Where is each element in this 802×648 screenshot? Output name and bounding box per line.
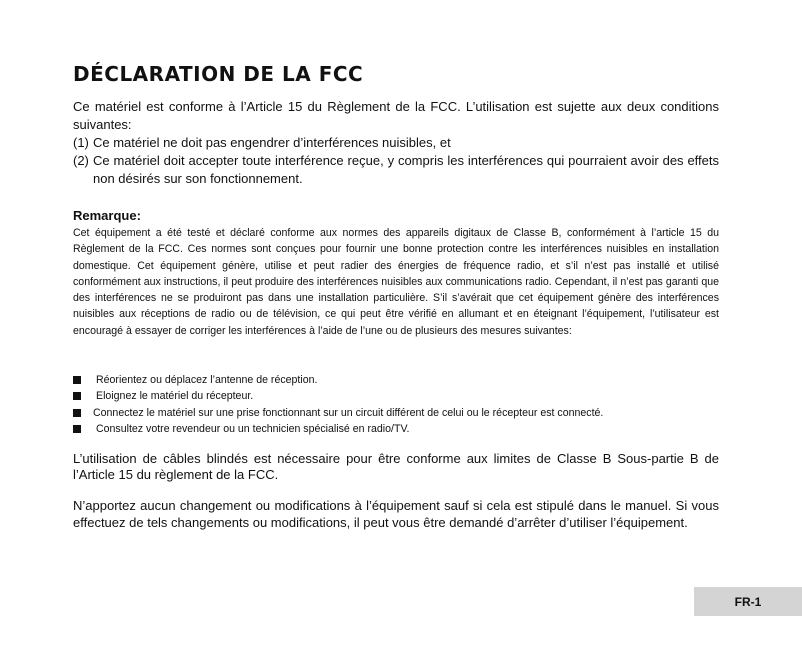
page-title: DÉCLARATION DE LA FCC — [73, 62, 364, 86]
page-number: FR-1 — [734, 594, 762, 609]
list-item-text: Eloignez le matériel du récepteur. — [96, 390, 254, 403]
page-number-tab — [694, 587, 802, 616]
intro-section — [73, 98, 719, 188]
list-item — [73, 421, 719, 437]
list-item-text: Réorientez ou déplacez l’antenne de réception. — [96, 374, 318, 386]
list-item-text: Connectez le matériel sur une prise fonctionnant sur un circuit différent de celui ou le récepteur est connecté. — [93, 406, 604, 419]
list-item — [73, 388, 719, 404]
list-item — [73, 405, 719, 421]
square-bullet-icon — [73, 392, 81, 400]
shielded-cables-paragraph: L’utilisation de câbles blindés est nécessaire pour être conforme aux limites de Classe B Sous-partie B de l’Article 15 du règlement de la FCC. — [73, 451, 719, 482]
square-bullet-icon — [73, 409, 81, 417]
square-bullet-icon — [73, 425, 81, 433]
condition-item — [73, 134, 719, 152]
square-bullet-icon — [73, 376, 81, 384]
condition-text: Ce matériel doit accepter toute interférence reçue, y compris les interférences qui pourraient avoir des effets non désirés sur son fonctionnement. — [93, 153, 719, 186]
intro-paragraph: Ce matériel est conforme à l’Article 15 du Règlement de la FCC. L’utilisation est sujette aux deux conditions suivantes: — [73, 99, 719, 132]
condition-text: Ce matériel ne doit pas engendrer d’interférences nuisibles, et — [93, 135, 451, 150]
list-item-text: Consultez votre revendeur ou un technicien spécialisé en radio/TV. — [96, 422, 410, 435]
list-item — [73, 372, 719, 388]
condition-item — [73, 152, 719, 188]
remark-heading: Remarque: — [73, 208, 141, 223]
condition-number: (1) — [73, 135, 89, 150]
measures-list — [73, 372, 719, 437]
modifications-paragraph: N’apportez aucun changement ou modifications à l’équipement sauf si cela est stipulé dans le manuel. Si vous effectuez de tels changements ou modifications, il peut vous être demandé d’arrêter d’utiliser l’équipement. — [73, 498, 719, 530]
condition-number: (2) — [73, 153, 89, 168]
remark-text: Cet équipement a été testé et déclaré conforme aux normes des appareils digitaux de Classe B, conformément à l’article 15 du Règlement de la FCC. Ces normes sont conçues pour fournir une bonne protection contre les interférences nuisibles en installation domestique. Cet équipement génère, utilise et peut radier des énergies de fréquence radio, et s’il n’est pas installé et utilisé conformément aux instructions, il peut produire des interférences nuisibles aux communications radio. Cependant, il n’est pas garanti que des interférences ne se produiront pas dans une installation particulière. S’il s’avérait que cet équipement génère des interférences nuisibles aux réceptions de radio ou de télévision, ce qui peut être vérifié en allumant et en éteignant l’équipement, l’utilisateur est encouragé à essayer de corriger les interférences à l’aide de l’une ou de plusieurs des mesures suivantes: — [73, 227, 719, 337]
